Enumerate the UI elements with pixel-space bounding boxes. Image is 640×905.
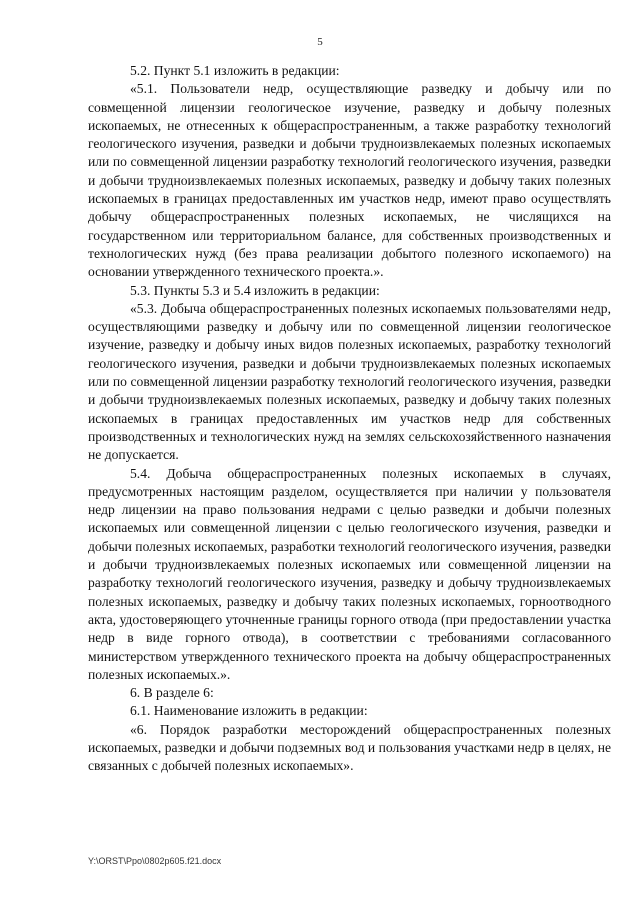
document-body [88,62,611,776]
page-number: 5 [317,36,323,48]
paragraph-5-1-text: «5.1. Пользователи недр, осуществляющие разведку и добычу или по совмещенной лицензии геологическое изучение, разведку и добычу полезных ископаемых, не отнесенных к общераспространенным, а также разработку технологий геологического изучения, разведки и добычи трудноизвлекаемых полезных ископаемых или по совмещенной лицензии разработку технологий геологического изучения, разведки и добычи трудноизвлекаемых полезных ископаемых, разведку и добычу таких полезных ископаемых в границах предоставленных им участков недр, имеют право осуществлять добычу общераспространенных полезных ископаемых, не числящихся на государственном или территориальном балансе, для собственных производственных и технологических нужд (без права реализации добытого полезного ископаемого) на основании утвержденного технического проекта.». [88,81,611,280]
paragraph-5-3-heading: 5.3. Пункты 5.3 и 5.4 изложить в редакции: [130,282,380,298]
paragraph-6-1-heading: 6.1. Наименование изложить в редакции: [130,703,368,719]
paragraph-6-heading: 6. В разделе 6: [130,685,214,701]
paragraph-5-3-text: «5.3. Добыча общераспространенных полезных ископаемых пользователями недр, осуществляющими разведку и добычу или по совмещенной лицензии геологическое изучение, разведку и добычу иных видов полезных ископаемых, разработку технологий геологического изучения, разведки и добычи трудноизвлекаемых полезных ископаемых или по совмещенной лицензии разработку технологий геологического изучения, разведки и добычи трудноизвлекаемых полезных ископаемых, разведку и добычу таких полезных ископаемых в границах предоставленных им участков недр для собственных производственных и технологических нужд на землях сельскохозяйственного назначения не допускается. [88,300,611,463]
footer-file-path: Y:\ORST\Ppo\0802p605.f21.docx [88,856,222,866]
paragraph-5-2-heading: 5.2. Пункт 5.1 изложить в редакции: [130,63,340,78]
paragraph-5-4-text: 5.4. Добыча общераспространенных полезных ископаемых в случаях, предусмотренных настоящим разделом, осуществляется при наличии у пользователя недр лицензии на право пользования недрами с целью разведки и добычи полезных ископаемых или совмещенной лицензии с целью геологического изучения, разведки и добычи полезных ископаемых, разработки технологий геологического изучения, разведки и добычи трудноизвлекаемых полезных ископаемых или совмещенной лицензии на разработку технологий геологического изучения, разведку и добычу трудноизвлекаемых полезных ископаемых, разведку и добычу таких полезных ископаемых, горноотводного акта, удостоверяющего уточненные границы горного отвода (при предоставлении участка недр в виде горного отвода), в соответствии с требованиями согласованного министерством утвержденного технического проекта на добычу общераспространенных полезных ископаемых.». [88,465,611,682]
paragraph-6-title-text: «6. Порядок разработки месторождений общераспространенных полезных ископаемых, разведки и добычи подземных вод и пользования участками недр в целях, не связанных с добычей полезных ископаемых». [88,721,611,774]
